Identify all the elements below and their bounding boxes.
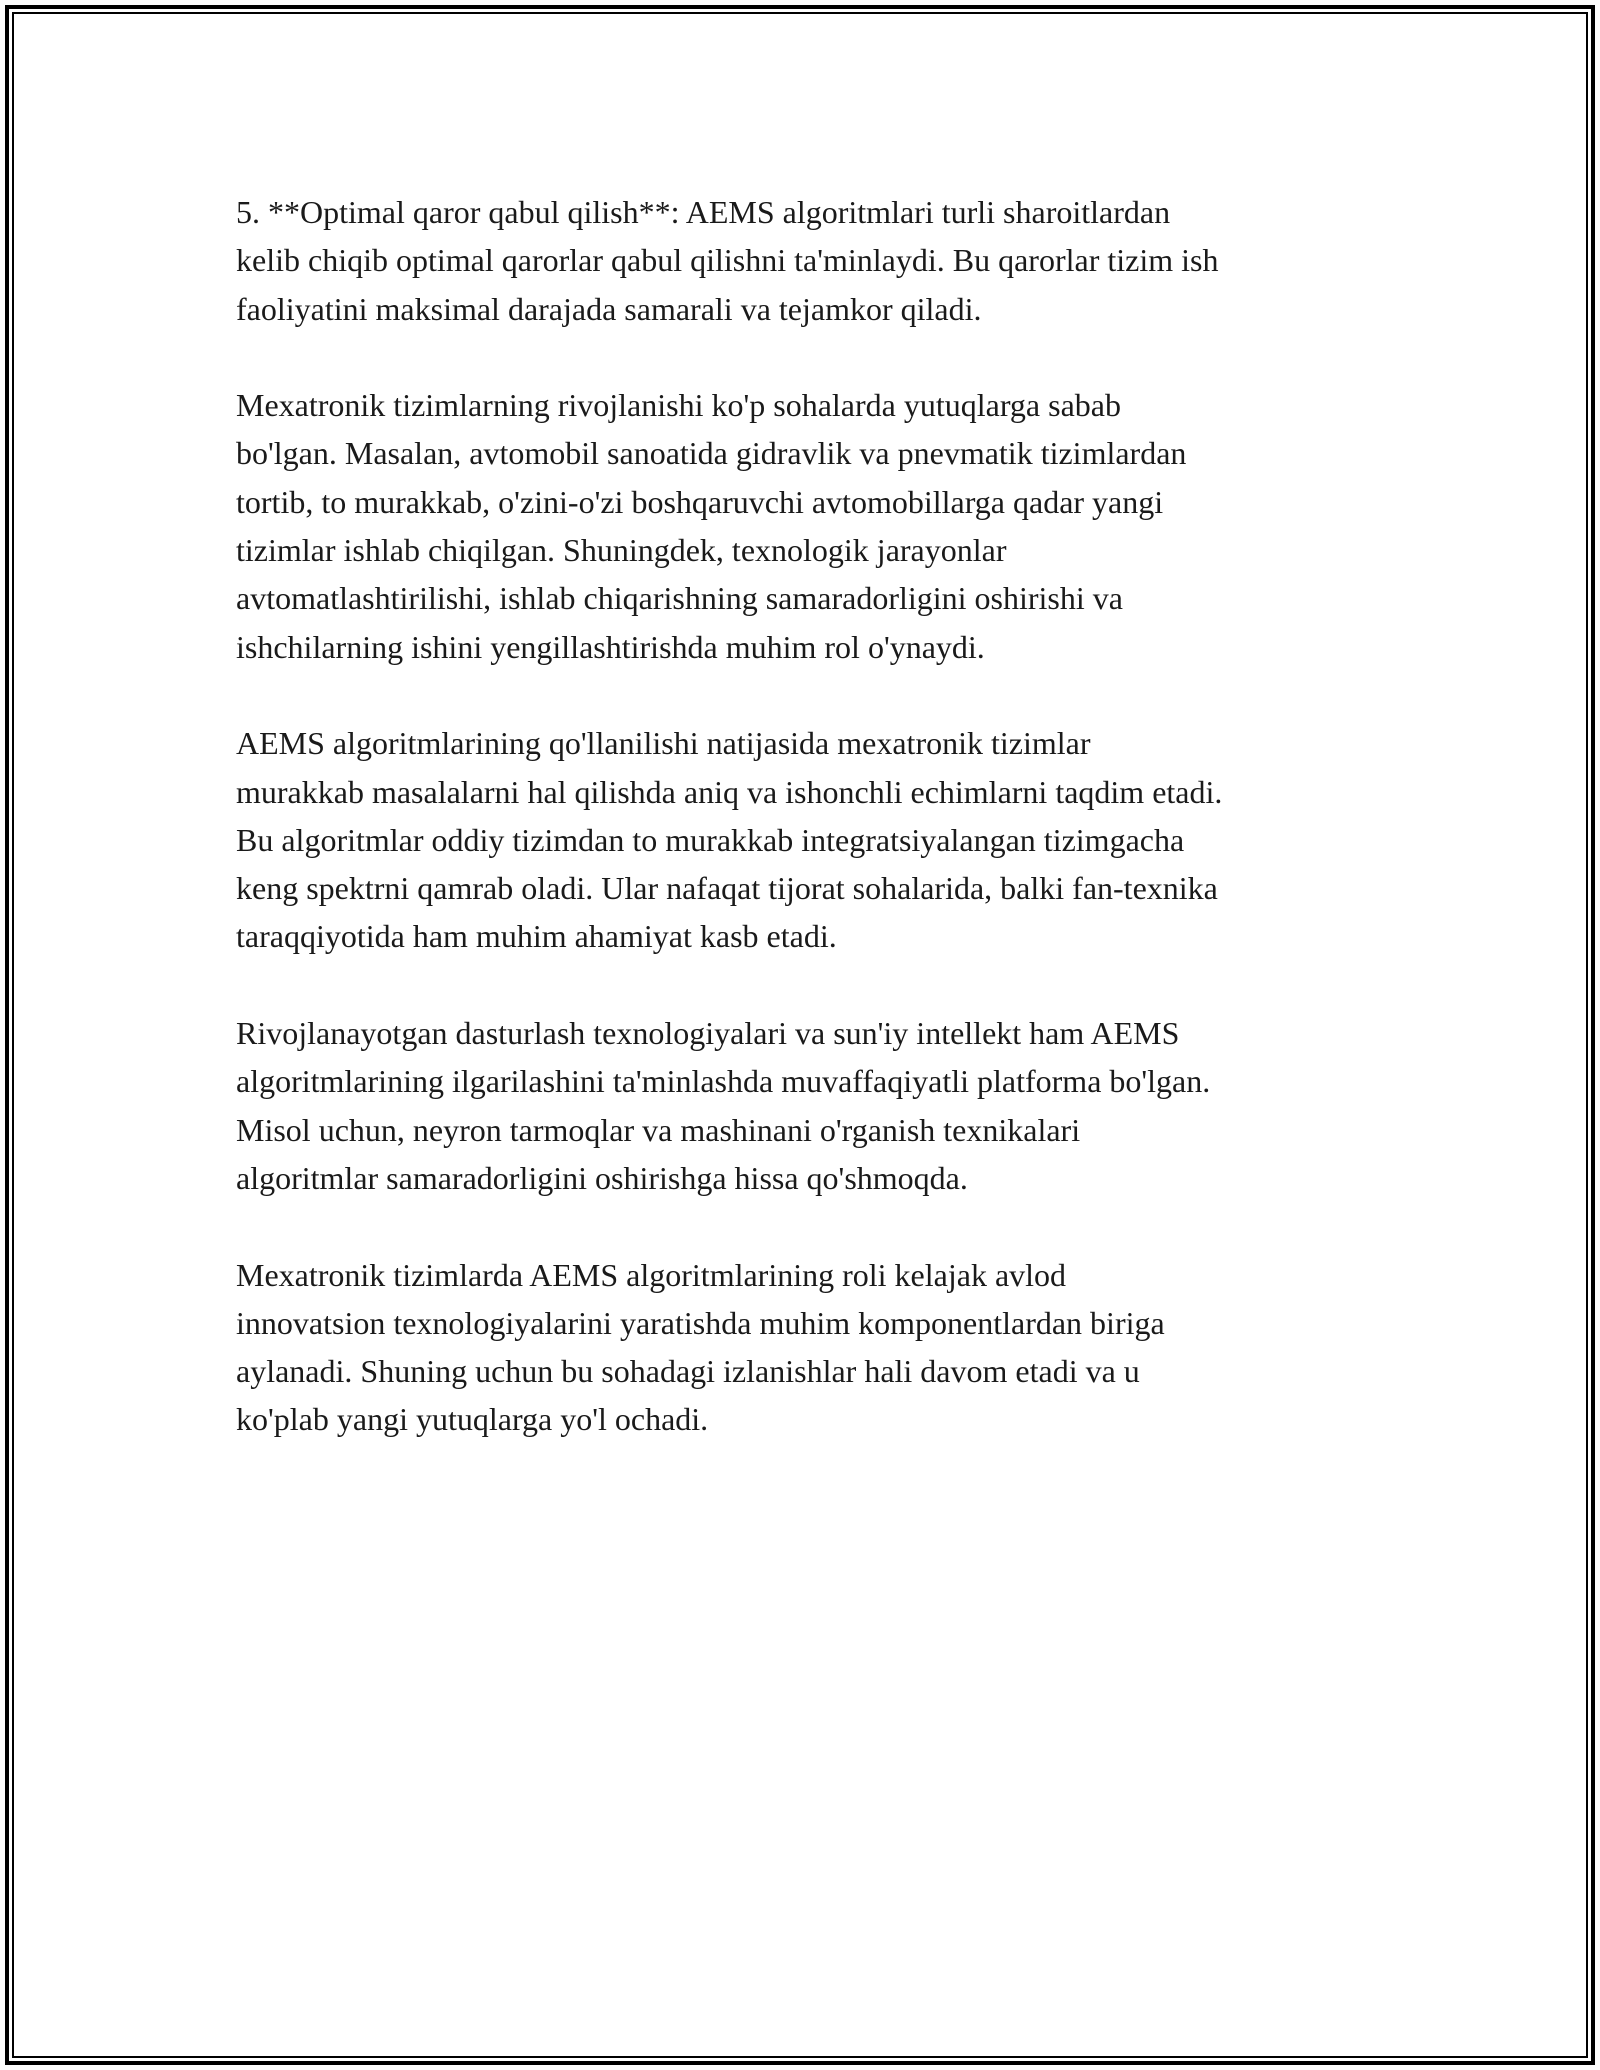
document-body bbox=[236, 188, 1376, 1492]
paragraph-aems-application: AEMS algoritmlarining qo'llanilishi natijasida mexatronik tizimlar murakkab masalalarni hal qilishda aniq va ishonchli echimlarni taqdim etadi. Bu algoritmlar oddiy tizimdan to murakkab integratsiyalangan tizimgacha keng spektrni qamrab oladi. Ular nafaqat tijorat sohalarida, balki fan-texnika taraqqiyotida ham muhim ahamiyat kasb etadi. bbox=[236, 725, 1223, 955]
paragraph-future-role: Mexatronik tizimlarda AEMS algoritmlarining roli kelajak avlod innovatsion texnologiyalarini yaratishda muhim komponentlardan biriga aylanadi. Shuning uchun bu sohadagi izlanishlar hali davom etadi va u ko'plab yangi yutuqlarga yo'l ochadi. bbox=[236, 1256, 1165, 1438]
paragraph-optimal-decision: 5. **Optimal qaror qabul qilish**: AEMS algoritmlari turli sharoitlardan kelib chiqib optimal qarorlar qabul qilishni ta'minlaydi. Bu qarorlar tizim ish faoliyatini maksimal darajada samarali va tejamkor qiladi. bbox=[236, 194, 1219, 327]
paragraph-mechatronics-development: Mexatronik tizimlarning rivojlanishi ko'p sohalarda yutuqlarga sabab bo'lgan. Masalan, avtomobil sanoatida gidravlik va pnevmatik tizimlardan tortib, to murakkab, o'zini-o'zi boshqaruvchi avtomobillarga qadar yangi tizimlar ishlab chiqilgan. Shuningdek, texnologik jarayonlar avtomatlashtirilishi, ishlab chiqarishning samaradorligini oshirishi va ishchilarning ishini yengillashtirishda muhim rol o'ynaydi. bbox=[236, 387, 1187, 665]
paragraph-ai-technologies: Rivojlanayotgan dasturlash texnologiyalari va sun'iy intellekt ham AEMS algoritmlarining ilgarilashini ta'minlashda muvaffaqiyatli platforma bo'lgan. Misol uchun, neyron tarmoqlar va mashinani o'rganish texnikalari algoritmlar samaradorligini oshirishga hissa qo'shmoqda. bbox=[236, 1015, 1211, 1196]
